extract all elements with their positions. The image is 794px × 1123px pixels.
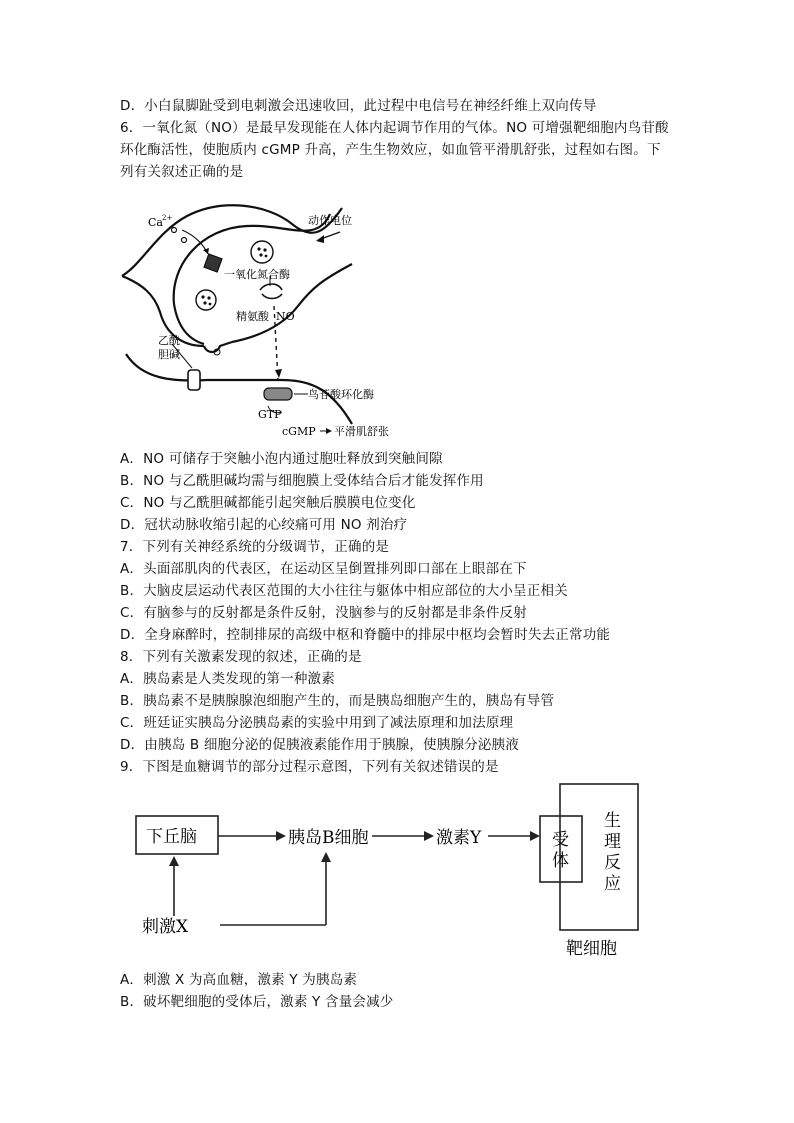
receptor-label-2: 体: [552, 851, 569, 871]
hormone-y-label: 激素Y: [436, 828, 482, 848]
q8-option-b: B．胰岛素不是胰腺腺泡细胞产生的，而是胰岛细胞产生的，胰岛有导管: [120, 693, 555, 709]
q7-option-d: D．全身麻醉时，控制排尿的高级中枢和脊髓中的排尿中枢均会暂时失去正常功能: [120, 627, 611, 643]
response-label-3: 反: [604, 853, 621, 873]
ca-label: Ca: [148, 216, 163, 229]
q9-stem: 9．下图是血糖调节的部分过程示意图，下列有关叙述错误的是: [120, 759, 499, 775]
guanylate-cyclase-label: 鸟苷酸环化酶: [308, 388, 374, 401]
q6-stem-line-1: 6．一氧化氮（NO）是最早发现能在人体内起调节作用的气体。NO 可增强靶细胞内鸟苷酸: [120, 120, 669, 136]
q6-option-b: B．NO 与乙酰胆碱均需与细胞膜上受体结合后才能发挥作用: [120, 473, 484, 489]
hypothalamus-label: 下丘脑: [146, 827, 197, 847]
receptor-label-1: 受: [552, 830, 569, 850]
q8-stem: 8．下列有关激素发现的叙述，正确的是: [120, 649, 362, 665]
ca-charge-label: 2+: [162, 214, 173, 222]
response-label-2: 理: [604, 832, 621, 852]
gtp-label: GTP: [258, 408, 282, 421]
no-label: NO: [276, 310, 295, 323]
q6-option-a: A．NO 可储存于突触小泡内通过胞吐释放到突触间隙: [120, 451, 443, 467]
glucose-regulation-figure: [120, 782, 660, 962]
q8-option-c: C．班廷证实胰岛分泌胰岛素的实验中用到了减法原理和加法原理: [120, 715, 514, 731]
q9-option-a: A．刺激 X 为高血糖，激素 Y 为胰岛素: [120, 972, 358, 988]
q5-option-d: D．小白鼠脚趾受到电刺激会迅速收回，此过程中电信号在神经纤维上双向传导: [120, 98, 597, 114]
target-cell-label: 靶细胞: [566, 939, 617, 959]
q7-option-b: B．大脑皮层运动代表区范围的大小往往与躯体中相应部位的大小呈正相关: [120, 583, 568, 599]
stimulus-x-label: 刺激X: [142, 917, 189, 937]
islet-b-cell-label: 胰岛B细胞: [288, 828, 369, 848]
q6-stem-line-2: 环化酶活性，使胞质内 cGMP 升高，产生生物效应，如血管平滑肌舒张，过程如右图。下: [120, 142, 661, 158]
ach-label-2: 胆碱: [158, 348, 180, 361]
response-label-4: 应: [604, 874, 621, 894]
ach-label-1: 乙酰: [158, 334, 180, 347]
response-label-1: 生: [604, 811, 621, 831]
q7-option-a: A．头面部肌肉的代表区，在运动区呈倒置排列即口部在上眼部在下: [120, 561, 527, 577]
no-synapse-figure: [112, 194, 389, 444]
q7-option-c: C．有脑参与的反射都是条件反射，没脑参与的反射都是非条件反射: [120, 605, 527, 621]
smooth-muscle-label: 平滑肌舒张: [334, 425, 389, 438]
q8-option-d: D．由胰岛 B 细胞分泌的促胰液素能作用于胰腺，使胰腺分泌胰液: [120, 737, 519, 753]
q6-option-c: C．NO 与乙酰胆碱都能引起突触后膜膜电位变化: [120, 495, 416, 511]
q7-stem: 7．下列有关神经系统的分级调节，正确的是: [120, 539, 390, 555]
q6-stem-line-3: 列有关叙述正确的是: [120, 164, 244, 180]
q8-option-a: A．胰岛素是人类发现的第一种激素: [120, 671, 335, 687]
cgmp-label: cGMP: [282, 425, 316, 438]
q9-option-b: B．破坏靶细胞的受体后，激素 Y 含量会减少: [120, 994, 394, 1010]
nos-label: 一氧化氮合酶: [224, 268, 290, 281]
q6-option-d: D．冠状动脉收缩引起的心绞痛可用 NO 剂治疗: [120, 517, 408, 533]
action-potential-label: 动作电位: [308, 214, 352, 227]
arginine-label: 精氨酸: [236, 310, 269, 323]
